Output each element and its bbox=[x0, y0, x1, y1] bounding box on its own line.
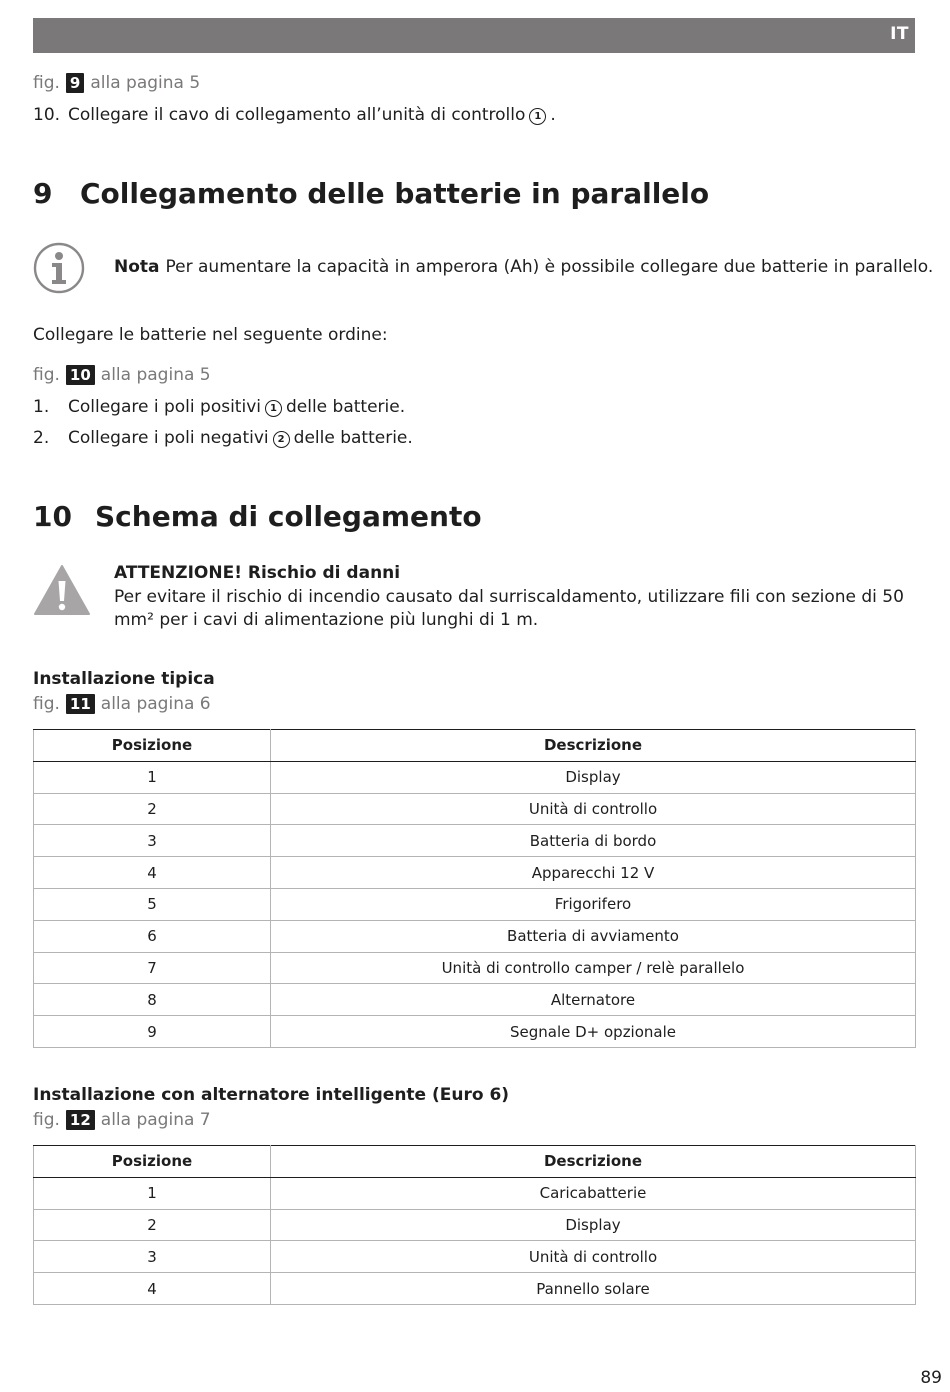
position-cell: 8 bbox=[34, 984, 271, 1016]
table-row bbox=[34, 920, 916, 952]
note-label: Nota bbox=[114, 257, 160, 277]
position-cell: 5 bbox=[34, 888, 271, 920]
table-row bbox=[34, 1209, 916, 1241]
positions-table bbox=[33, 1145, 916, 1305]
figure-reference bbox=[33, 694, 211, 714]
position-cell: 4 bbox=[34, 857, 271, 889]
section-title: Schema di collegamento bbox=[95, 500, 482, 533]
column-header: Posizione bbox=[34, 730, 271, 762]
position-cell: 2 bbox=[34, 793, 271, 825]
step-text: Collegare il cavo di collegamento all’unità di controllo bbox=[68, 105, 526, 125]
figure-reference bbox=[33, 1110, 211, 1130]
fig-page-ref: alla pagina 5 bbox=[100, 365, 211, 385]
description-cell: Display bbox=[271, 1209, 916, 1241]
table-row bbox=[34, 857, 916, 889]
note-body: Per aumentare la capacità in amperora (Ah) è possibile collegare due batterie in parallelo. bbox=[165, 257, 934, 277]
position-cell: 9 bbox=[34, 1016, 271, 1048]
section-number: 9 bbox=[33, 177, 53, 210]
step-item bbox=[33, 428, 413, 448]
step-end: delle batterie. bbox=[285, 397, 406, 417]
table-row bbox=[34, 1241, 916, 1273]
step-number: 10. bbox=[33, 105, 61, 125]
warning-title: ATTENZIONE! Rischio di danni bbox=[114, 563, 401, 583]
table-row bbox=[34, 1273, 916, 1305]
description-cell: Pannello solare bbox=[271, 1273, 916, 1305]
description-cell: Batteria di avviamento bbox=[271, 920, 916, 952]
position-cell: 1 bbox=[34, 1177, 271, 1209]
table-header-row bbox=[34, 1146, 916, 1178]
column-header: Descrizione bbox=[271, 730, 916, 762]
table-row bbox=[34, 761, 916, 793]
subheading: Installazione tipica bbox=[33, 669, 215, 689]
position-cell: 4 bbox=[34, 1273, 271, 1305]
note-text bbox=[114, 257, 933, 277]
description-cell: Unità di controllo bbox=[271, 1241, 916, 1273]
description-cell: Batteria di bordo bbox=[271, 825, 916, 857]
language-code: IT bbox=[890, 24, 909, 44]
description-cell: Unità di controllo bbox=[271, 793, 916, 825]
callout-marker: 2 bbox=[273, 431, 290, 448]
fig-number-badge: 10 bbox=[66, 365, 95, 385]
column-header: Descrizione bbox=[271, 1146, 916, 1178]
subheading: Installazione con alternatore intelligente (Euro 6) bbox=[33, 1085, 510, 1105]
description-cell: Display bbox=[271, 761, 916, 793]
step-item bbox=[33, 105, 556, 125]
description-cell: Apparecchi 12 V bbox=[271, 857, 916, 889]
page-number: 89 bbox=[920, 1368, 942, 1388]
column-header: Posizione bbox=[34, 1146, 271, 1178]
section-heading bbox=[33, 177, 709, 210]
fig-page-ref: alla pagina 7 bbox=[100, 1110, 211, 1130]
fig-number-badge: 11 bbox=[66, 694, 95, 714]
section-title: Collegamento delle batterie in parallelo bbox=[80, 177, 710, 210]
description-cell: Alternatore bbox=[271, 984, 916, 1016]
description-cell: Unità di controllo camper / relè parallelo bbox=[271, 952, 916, 984]
positions-table bbox=[33, 729, 916, 1048]
description-cell: Frigorifero bbox=[271, 888, 916, 920]
step-item bbox=[33, 397, 405, 417]
step-text: Collegare i poli negativi bbox=[68, 428, 269, 448]
table-row bbox=[34, 952, 916, 984]
position-cell: 2 bbox=[34, 1209, 271, 1241]
position-cell: 3 bbox=[34, 825, 271, 857]
step-number: 2. bbox=[33, 428, 50, 448]
table-row bbox=[34, 1177, 916, 1209]
warning-text: Per evitare il rischio di incendio causato dal surriscaldamento, utilizzare fili con sezione di 50 mm² per i cavi di alimentazione più lunghi di 1 m. bbox=[114, 587, 904, 630]
table-row bbox=[34, 793, 916, 825]
fig-prefix: fig. bbox=[33, 694, 60, 714]
step-text: Collegare i poli positivi bbox=[68, 397, 261, 417]
position-cell: 7 bbox=[34, 952, 271, 984]
warning-triangle-icon bbox=[33, 563, 91, 617]
position-cell: 3 bbox=[34, 1241, 271, 1273]
position-cell: 1 bbox=[34, 761, 271, 793]
fig-prefix: fig. bbox=[33, 1110, 60, 1130]
step-end: delle batterie. bbox=[293, 428, 413, 448]
paragraph: Collegare le batterie nel seguente ordine: bbox=[33, 325, 388, 345]
info-icon bbox=[33, 242, 85, 294]
section-number: 10 bbox=[33, 500, 72, 533]
step-end: . bbox=[550, 105, 556, 125]
fig-page-ref: alla pagina 6 bbox=[100, 694, 211, 714]
table-header-row bbox=[34, 730, 916, 762]
position-cell: 6 bbox=[34, 920, 271, 952]
fig-number-badge: 9 bbox=[66, 73, 84, 93]
fig-number-badge: 12 bbox=[66, 1110, 95, 1130]
table-row bbox=[34, 888, 916, 920]
figure-reference bbox=[33, 365, 211, 385]
table-row bbox=[34, 1016, 916, 1048]
table-row bbox=[34, 825, 916, 857]
description-cell: Caricabatterie bbox=[271, 1177, 916, 1209]
callout-marker: 1 bbox=[265, 400, 282, 417]
description-cell: Segnale D+ opzionale bbox=[271, 1016, 916, 1048]
fig-prefix: fig. bbox=[33, 365, 60, 385]
fig-page-ref: alla pagina 5 bbox=[90, 73, 201, 93]
callout-marker: 1 bbox=[529, 108, 546, 125]
figure-reference bbox=[33, 73, 200, 93]
step-number: 1. bbox=[33, 397, 50, 417]
table-row bbox=[34, 984, 916, 1016]
header-bar bbox=[33, 18, 915, 53]
section-heading bbox=[33, 500, 482, 533]
fig-prefix: fig. bbox=[33, 73, 60, 93]
